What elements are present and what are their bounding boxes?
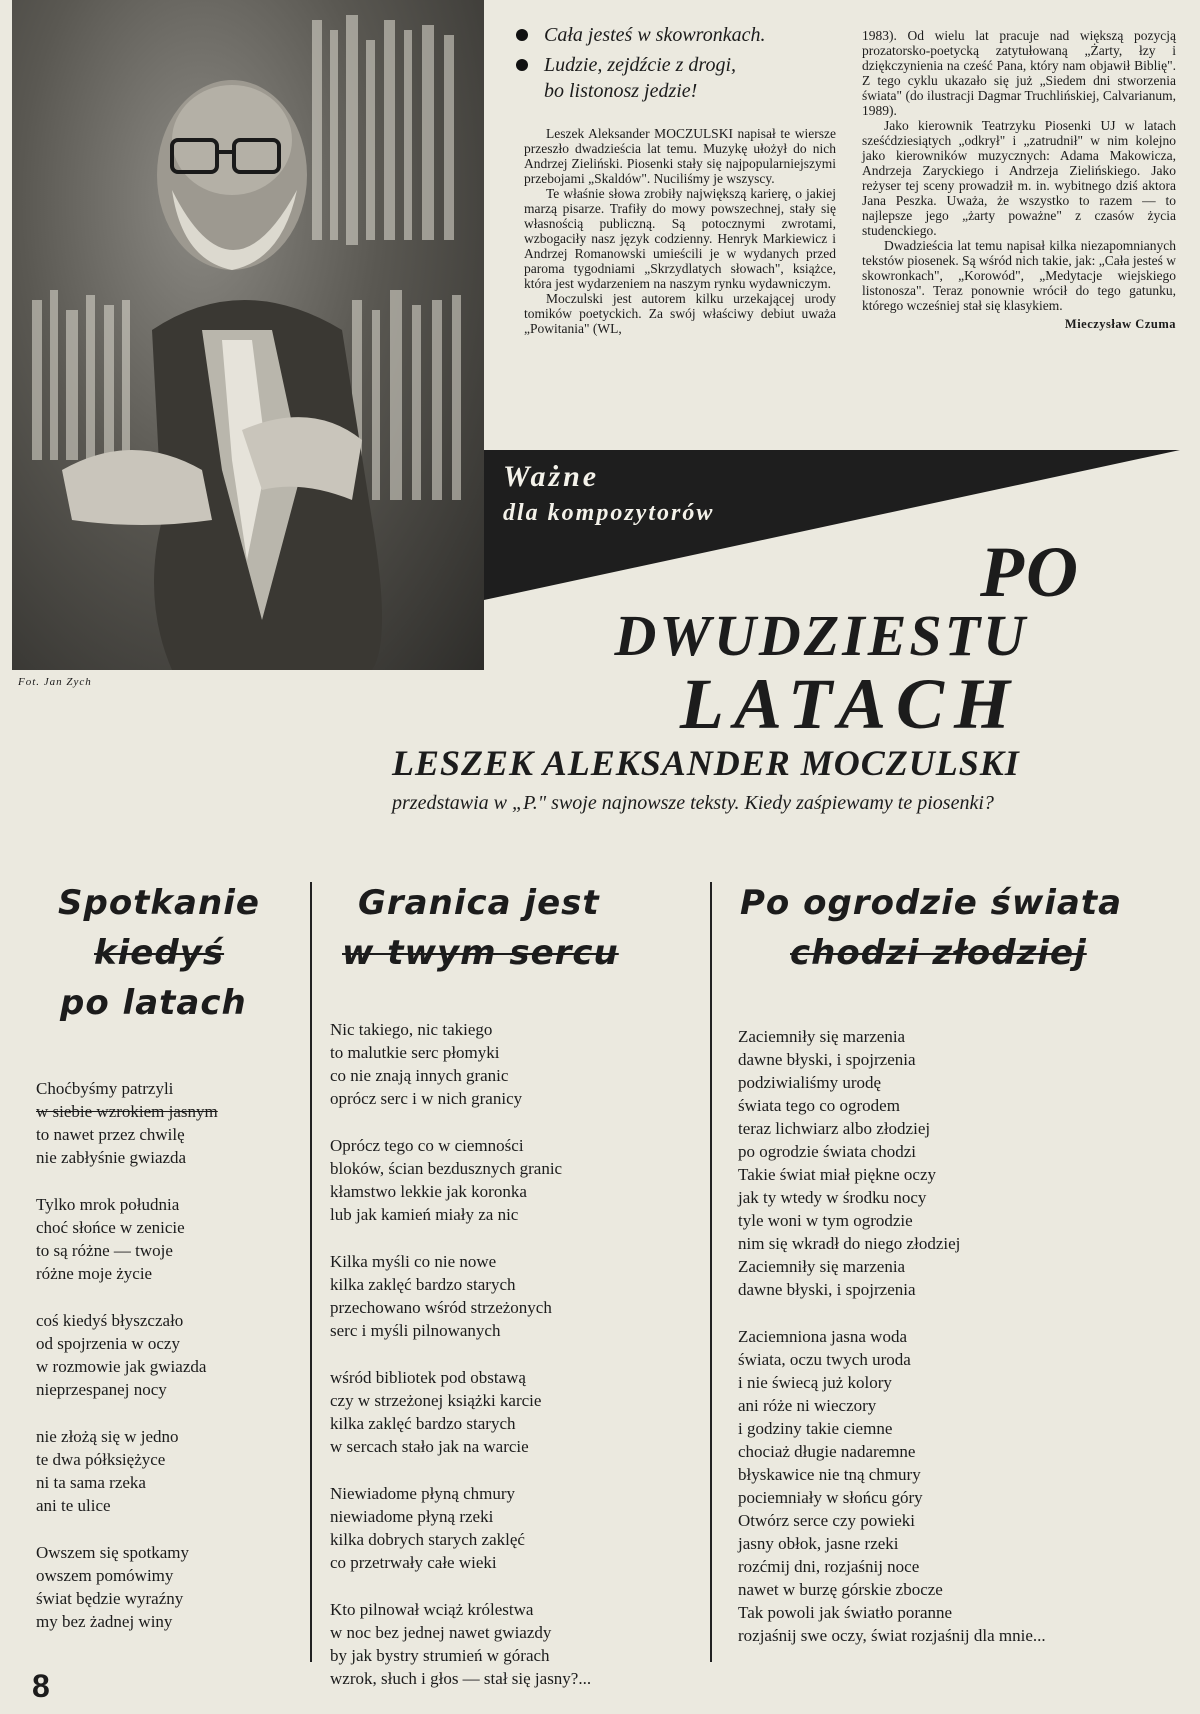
- poem-line: coś kiedyś błyszczało: [36, 1311, 184, 1330]
- poem-line: chociaż długie nadaremne: [738, 1442, 916, 1461]
- poem-line: Nic takiego, nic takiego: [330, 1020, 493, 1039]
- stanza: [36, 1309, 218, 1401]
- poem-line: i godziny takie ciemne: [738, 1419, 893, 1438]
- poem-title-line: kiedyś: [94, 933, 225, 973]
- poem-line: Choćbyśmy patrzyli: [36, 1079, 174, 1098]
- headline-line-1: PO: [980, 532, 1080, 612]
- intro-column-2: [862, 28, 1176, 332]
- poem-line: błyskawice nie tną chmury: [738, 1465, 921, 1484]
- stanza: [36, 1425, 218, 1517]
- bullet-text-continued: bo listonosz jedzie!: [544, 80, 698, 102]
- poem-1-body: [36, 1077, 218, 1657]
- poem-line: wzrok, słuch i głos — stał się jasny?...: [330, 1669, 592, 1688]
- poem-line: kilka zaklęć bardzo starych: [330, 1414, 516, 1433]
- poem-1-title: [58, 878, 260, 1028]
- poem-title-line: po latach: [60, 983, 247, 1023]
- poem-line: Zaciemniona jasna woda: [738, 1327, 907, 1346]
- poem-line: nawet w burzę górskie zbocze: [738, 1580, 943, 1599]
- poem-line: owszem pomówimy: [36, 1566, 174, 1585]
- poem-line: ani te ulice: [36, 1496, 111, 1515]
- poem-title-line: chodzi złodziej: [790, 933, 1087, 973]
- poem-line: oprócz serc i w nich granicy: [330, 1089, 523, 1108]
- poem-line: to malutkie serc płomyki: [330, 1043, 500, 1062]
- poem-line: dawne błyski, i spojrzenia: [738, 1050, 916, 1069]
- banner-line-2: dla kompozytorów: [503, 500, 715, 526]
- poem-line: przechowano wśród strzeżonych: [330, 1298, 552, 1317]
- stanza: [330, 1134, 591, 1226]
- poem-line: od spojrzenia w oczy: [36, 1334, 180, 1353]
- poem-line: w noc bez jednej nawet gwiazdy: [330, 1623, 552, 1642]
- intro-column-1: [524, 126, 836, 336]
- poem-line: świat będzie wyraźny: [36, 1589, 184, 1608]
- poem-line: by jak bystry strumień w górach: [330, 1646, 550, 1665]
- poem-line: świata, oczu twych uroda: [738, 1350, 911, 1369]
- stanza: [330, 1250, 591, 1342]
- paragraph: Dwadzieścia lat temu napisał kilka niezapomnianych tekstów piosenek. Są wśród nich takie, jak: „Cała jesteś w skowronkach", „Korowód", „Medytacje wiejskiego listonosza". Teraz ponownie wrócił do tego gatunku, którego wcześniej stał się klasykiem.: [862, 238, 1176, 313]
- poem-line: czy w strzeżonej książki karcie: [330, 1391, 542, 1410]
- poem-line: lub jak kamień miały za nic: [330, 1205, 519, 1224]
- article-signature: Mieczysław Czuma: [1064, 317, 1176, 331]
- poem-line: Tak powoli jak światło poranne: [738, 1603, 953, 1622]
- poem-line: wśród bibliotek pod obstawą: [330, 1368, 526, 1387]
- poem-line: jasny obłok, jasne rzeki: [738, 1534, 899, 1553]
- poem-3-body: [738, 1025, 1046, 1671]
- poem-line: ani róże ni wieczory: [738, 1396, 877, 1415]
- poem-line: Oprócz tego co w ciemności: [330, 1136, 524, 1155]
- author-photo: [12, 0, 484, 670]
- poem-line: Tylko mrok południa: [36, 1195, 180, 1214]
- stanza: [330, 1598, 591, 1690]
- paragraph: Moczulski jest autorem kilku urzekającej urody tomików poetyckich. Za swój właściwy debiut uważa „Powitania" (WL,: [524, 291, 836, 336]
- poem-line: ni ta sama rzeka: [36, 1473, 146, 1492]
- poem-line: kilka dobrych starych zaklęć: [330, 1530, 525, 1549]
- paragraph: Jako kierownik Teatrzyku Piosenki UJ w latach sześćdziesiątych „odkrył" i „zatrudnił" w nim kolejno jako kierowników muzycznych: Adama Makowicza, Andrzeja Zaryckiego i Andrzeja Zielińskiego. Jako reżyser tej sceny prowadził m. in. wybitnego dziś aktora Jana Peszka. Uważa, że wszystko to razem — to najlepsze jego „żarty poważne" z czasów życia studenckiego.: [862, 118, 1176, 238]
- poem-line: w siebie wzrokiem jasnym: [36, 1102, 218, 1121]
- stanza: [738, 1325, 1046, 1647]
- bullet-text: Cała jesteś w skowronkach.: [544, 24, 766, 46]
- intro-bullets: [516, 22, 846, 108]
- poem-2-body: [330, 1018, 591, 1714]
- poem-line: Otwórz serce czy powieki: [738, 1511, 916, 1530]
- poem-line: po ogrodzie świata chodzi: [738, 1142, 916, 1161]
- poem-line: kilka zaklęć bardzo starych: [330, 1275, 516, 1294]
- poem-2-title: [342, 878, 619, 978]
- stanza: [330, 1366, 591, 1458]
- poem-line: Owszem się spotkamy: [36, 1543, 189, 1562]
- bullet-item: [516, 22, 846, 48]
- poem-line: teraz lichwiarz albo złodziej: [738, 1119, 931, 1138]
- portrait-illustration: [12, 0, 484, 670]
- poem-line: tyle woni w tym ogrodzie: [738, 1211, 913, 1230]
- stanza: [36, 1077, 218, 1169]
- banner-text: [503, 460, 714, 527]
- poem-line: choć słońce w zenicie: [36, 1218, 185, 1237]
- poem-title-line: Po ogrodzie świata: [740, 883, 1123, 923]
- author-name: LESZEK ALEKSANDER MOCZULSKI: [392, 743, 1020, 783]
- paragraph: Te właśnie słowa zrobiły największą karierę, o jakiej marzą pisarze. Trafiły do mowy powszechnej, stały się własnością publiczną. Są potocznymi zwrotami, wzbogaciły nasz język codzienny. Henryk Markiewicz i Andrzej Romanowski umieścili je w wydanych przed paroma tygodniami „Skrzydlatych słowach", książce, która jest wydarzeniem na naszym rynku wydawniczym.: [524, 186, 836, 291]
- page-number: 8: [32, 1668, 50, 1704]
- subheadline: przedstawia w „P." swoje najnowsze teksty. Kiedy zaśpiewamy te piosenki?: [392, 792, 994, 814]
- poem-line: kłamstwo lekkie jak koronka: [330, 1182, 527, 1201]
- poem-line: to nawet przez chwilę: [36, 1125, 185, 1144]
- bullet-text: Ludzie, zejdźcie z drogi,: [544, 54, 737, 76]
- poem-line: jak ty wtedy w środku nocy: [738, 1188, 927, 1207]
- poem-line: niewiadome płyną rzeki: [330, 1507, 494, 1526]
- headline: [614, 532, 1081, 744]
- poem-line: rozjaśnij swe oczy, świat rozjaśnij dla mnie...: [738, 1626, 1046, 1645]
- poem-line: różne moje życie: [36, 1264, 153, 1283]
- banner-line-1: Ważne: [503, 460, 600, 493]
- poem-3-title: [740, 878, 1122, 978]
- poem-line: Takie świat miał piękne oczy: [738, 1165, 937, 1184]
- poem-line: i nie świecą już kolory: [738, 1373, 892, 1392]
- poem-line: rozćmij dni, rozjaśnij noce: [738, 1557, 920, 1576]
- headline-line-2: DWUDZIESTU: [614, 603, 1028, 668]
- headline-line-3: LATACH: [679, 664, 1020, 744]
- poem-line: Kilka myśli co nie nowe: [330, 1252, 497, 1271]
- poem-line: Zaciemniły się marzenia: [738, 1257, 906, 1276]
- poem-line: podziwialiśmy urodę: [738, 1073, 882, 1092]
- stanza: [330, 1018, 591, 1110]
- poem-line: w sercach stało jak na warcie: [330, 1437, 529, 1456]
- poem-title-line: w twym sercu: [342, 933, 619, 973]
- poem-line: co nie znają innych granic: [330, 1066, 509, 1085]
- poem-title-line: Granica jest: [358, 883, 600, 923]
- stanza: [330, 1482, 591, 1574]
- poem-line: nie złożą się w jedno: [36, 1427, 179, 1446]
- column-divider: [710, 882, 712, 1662]
- poem-line: co przetrwały całe wieki: [330, 1553, 497, 1572]
- photo-credit: Fot. Jan Zych: [18, 676, 92, 688]
- poem-line: to są różne — twoje: [36, 1241, 173, 1260]
- poem-line: bloków, ścian bezdusznych granic: [330, 1159, 563, 1178]
- paragraph: 1983). Od wielu lat pracuje nad większą pozycją prozatorsko-poetycką zatytułowaną „Żarty, łzy i dziękczynienia na cześć Pana, który nam objawił Biblię". Z tego cyklu ukazało się już „Siedem dni stworzenia świata" (do ilustracji Dagmar Truchlińskiej, Calvarianum, 1989).: [862, 28, 1176, 118]
- bullet-item: [516, 52, 846, 104]
- poem-title-line: Spotkanie: [58, 883, 260, 923]
- poem-line: Zaciemniły się marzenia: [738, 1027, 906, 1046]
- poem-line: my bez żadnej winy: [36, 1612, 173, 1631]
- poem-line: Kto pilnował wciąż królestwa: [330, 1600, 534, 1619]
- poem-line: pociemniały w słońcu góry: [738, 1488, 923, 1507]
- poem-line: Niewiadome płyną chmury: [330, 1484, 516, 1503]
- poem-line: świata tego co ogrodem: [738, 1096, 900, 1115]
- column-divider: [310, 882, 312, 1662]
- poem-line: nieprzespanej nocy: [36, 1380, 167, 1399]
- paragraph: Leszek Aleksander MOCZULSKI napisał te wiersze przeszło dwadzieścia lat temu. Muzykę ułożył do nich Andrzej Zieliński. Piosenki stały się najpopularniejszymi przebojami „Skaldów". Nuciliśmy je wszyscy.: [524, 126, 836, 186]
- poem-line: nim się wkradł do niego złodziej: [738, 1234, 961, 1253]
- poem-line: w rozmowie jak gwiazda: [36, 1357, 207, 1376]
- stanza: [36, 1193, 218, 1285]
- stanza: [738, 1025, 1046, 1301]
- poem-line: dawne błyski, i spojrzenia: [738, 1280, 916, 1299]
- poem-line: te dwa półksiężyce: [36, 1450, 166, 1469]
- stanza: [36, 1541, 218, 1633]
- poem-line: nie zabłyśnie gwiazda: [36, 1148, 187, 1167]
- poem-line: serc i myśli pilnowanych: [330, 1321, 501, 1340]
